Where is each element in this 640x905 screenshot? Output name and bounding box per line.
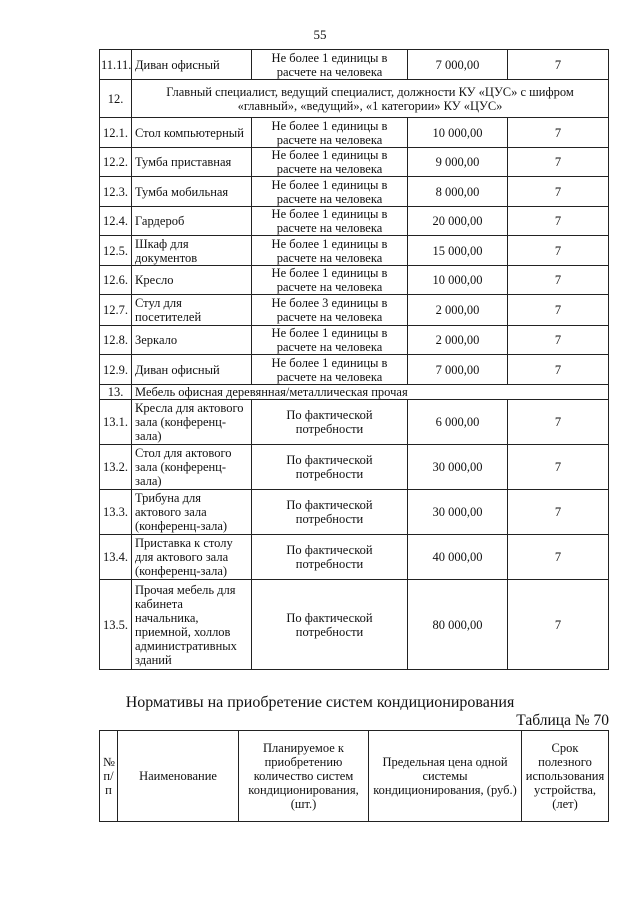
group-row [100, 80, 609, 118]
item-quantity: Не более 1 единицы в расчете на человека [252, 355, 408, 385]
item-name: Шкаф для документов [132, 236, 252, 266]
item-name: Стул для посетителей [132, 295, 252, 326]
item-price: 9 000,00 [408, 148, 508, 177]
table-row [100, 580, 609, 670]
item-lifetime: 7 [508, 207, 609, 236]
item-quantity: Не более 1 единицы в расчете на человека [252, 118, 408, 148]
item-quantity: Не более 1 единицы в расчете на человека [252, 236, 408, 266]
table-row [100, 400, 609, 445]
row-number: 12.3. [100, 177, 132, 207]
item-name: Гардероб [132, 207, 252, 236]
row-number: 13. [100, 385, 132, 400]
item-price: 2 000,00 [408, 295, 508, 326]
row-number: 11.11. [100, 50, 132, 80]
item-lifetime: 7 [508, 580, 609, 670]
item-name: Стол для актового зала (конференц-зала) [132, 445, 252, 490]
air-conditioning-table [99, 730, 609, 822]
item-name: Трибуна для актового зала (конференц-зала) [132, 490, 252, 535]
row-number: 12.5. [100, 236, 132, 266]
table-row [100, 266, 609, 295]
table-row [100, 445, 609, 490]
item-name: Зеркало [132, 326, 252, 355]
table-row [100, 295, 609, 326]
table-row [100, 148, 609, 177]
item-price: 15 000,00 [408, 236, 508, 266]
item-name: Приставка к столу для актового зала (конференц-зала) [132, 535, 252, 580]
item-quantity: Не более 1 единицы в расчете на человека [252, 207, 408, 236]
item-lifetime: 7 [508, 326, 609, 355]
item-price: 2 000,00 [408, 326, 508, 355]
row-number: 12. [100, 80, 132, 118]
item-price: 20 000,00 [408, 207, 508, 236]
item-price: 40 000,00 [408, 535, 508, 580]
header-cell-quantity: Планируемое к приобретению количество систем кондиционирования, (шт.) [239, 731, 369, 822]
table-row [100, 236, 609, 266]
table-row [100, 207, 609, 236]
item-price: 10 000,00 [408, 118, 508, 148]
row-number: 12.9. [100, 355, 132, 385]
item-name: Диван офисный [132, 355, 252, 385]
row-number: 13.1. [100, 400, 132, 445]
group-title: Мебель офисная деревянная/металлическая прочая [132, 385, 609, 400]
table-row [100, 355, 609, 385]
item-name: Прочая мебель для кабинета начальника, приемной, холлов административных зданий [132, 580, 252, 670]
table-row [100, 177, 609, 207]
item-lifetime: 7 [508, 266, 609, 295]
group-row [100, 385, 609, 400]
row-number: 12.6. [100, 266, 132, 295]
row-number: 12.7. [100, 295, 132, 326]
item-quantity: Не более 1 единицы в расчете на человека [252, 148, 408, 177]
item-lifetime: 7 [508, 535, 609, 580]
item-lifetime: 7 [508, 50, 609, 80]
header-cell-price: Предельная цена одной системы кондиционирования, (руб.) [369, 731, 522, 822]
item-price: 7 000,00 [408, 355, 508, 385]
table-row [100, 118, 609, 148]
item-quantity: Не более 1 единицы в расчете на человека [252, 177, 408, 207]
item-quantity: По фактической потребности [252, 445, 408, 490]
section-title: Нормативы на приобретение систем кондиционирования [125, 694, 515, 711]
item-lifetime: 7 [508, 236, 609, 266]
item-lifetime: 7 [508, 295, 609, 326]
group-title: Главный специалист, ведущий специалист, должности КУ «ЦУС» с шифром «главный», «ведущий», «1 категории» КУ «ЦУС» [132, 80, 609, 118]
row-number: 13.4. [100, 535, 132, 580]
row-number: 13.5. [100, 580, 132, 670]
item-quantity: Не более 1 единицы в расчете на человека [252, 266, 408, 295]
item-name: Тумба мобильная [132, 177, 252, 207]
item-quantity: Не более 1 единицы в расчете на человека [252, 50, 408, 80]
item-lifetime: 7 [508, 118, 609, 148]
page-number: 55 [313, 27, 327, 42]
item-name: Стол компьютерный [132, 118, 252, 148]
row-number: 12.1. [100, 118, 132, 148]
item-lifetime: 7 [508, 355, 609, 385]
item-name: Диван офисный [132, 50, 252, 80]
item-lifetime: 7 [508, 148, 609, 177]
item-quantity: Не более 3 единицы в расчете на человека [252, 295, 408, 326]
item-name: Тумба приставная [132, 148, 252, 177]
header-cell-lifetime: Срок полезного использования устройства, (лет) [522, 731, 609, 822]
table-row [100, 326, 609, 355]
header-cell-name: Наименование [118, 731, 239, 822]
item-name: Кресла для актового зала (конференц-зала) [132, 400, 252, 445]
item-price: 80 000,00 [408, 580, 508, 670]
item-quantity: По фактической потребности [252, 400, 408, 445]
item-price: 30 000,00 [408, 490, 508, 535]
table-row [100, 490, 609, 535]
table-row [100, 50, 609, 80]
row-number: 12.8. [100, 326, 132, 355]
item-price: 6 000,00 [408, 400, 508, 445]
item-lifetime: 7 [508, 177, 609, 207]
item-lifetime: 7 [508, 490, 609, 535]
row-number: 13.2. [100, 445, 132, 490]
row-number: 12.4. [100, 207, 132, 236]
row-number: 12.2. [100, 148, 132, 177]
item-price: 7 000,00 [408, 50, 508, 80]
item-quantity: По фактической потребности [252, 490, 408, 535]
item-price: 8 000,00 [408, 177, 508, 207]
table-row [100, 535, 609, 580]
item-quantity: Не более 1 единицы в расчете на человека [252, 326, 408, 355]
item-quantity: По фактической потребности [252, 580, 408, 670]
table-caption: Таблица № 70 [516, 712, 609, 729]
item-price: 30 000,00 [408, 445, 508, 490]
item-lifetime: 7 [508, 445, 609, 490]
item-name: Кресло [132, 266, 252, 295]
row-number: 13.3. [100, 490, 132, 535]
header-cell-number: № п/п [100, 731, 118, 822]
table-header-row [100, 731, 609, 822]
furniture-norms-table [99, 49, 609, 670]
item-quantity: По фактической потребности [252, 535, 408, 580]
item-price: 10 000,00 [408, 266, 508, 295]
item-lifetime: 7 [508, 400, 609, 445]
